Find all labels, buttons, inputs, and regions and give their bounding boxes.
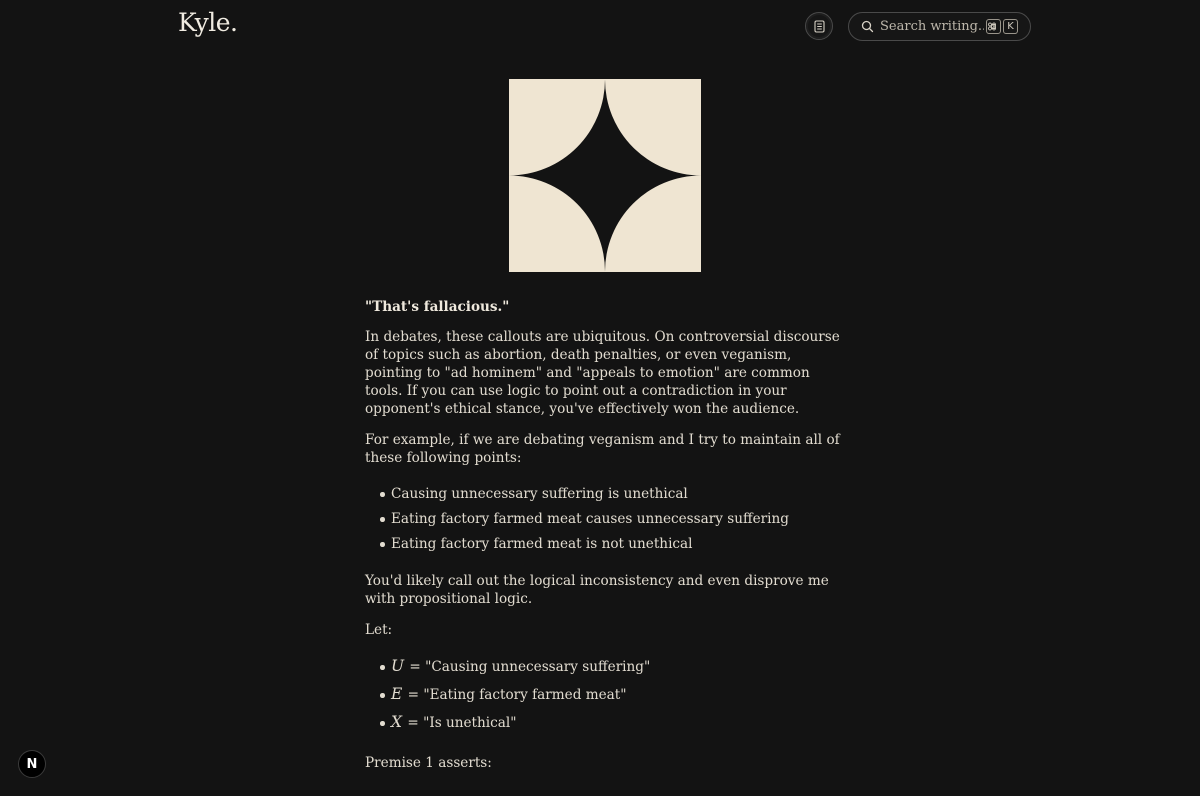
reading-list-button[interactable] (805, 12, 833, 40)
list-item (391, 685, 840, 704)
list-item: Causing unnecessary suffering is unethical (391, 485, 840, 503)
article-body (365, 298, 840, 785)
list-item: Eating factory farmed meat causes unnecessary suffering (391, 510, 840, 528)
variable-symbol: E (391, 685, 403, 703)
four-point-star-icon (509, 79, 701, 272)
book-icon (813, 20, 826, 33)
nextjs-logo-icon[interactable]: N (18, 750, 46, 778)
command-key-icon (986, 19, 1001, 34)
list-item (391, 713, 840, 732)
let-label: Let: (365, 622, 393, 638)
premise-label: Premise 1 asserts: (365, 755, 492, 771)
list-item (391, 657, 840, 676)
variable-definition: = "Eating factory farmed meat" (407, 687, 627, 703)
article-lead: "That's fallacious." (365, 299, 510, 315)
variable-symbol: X (391, 713, 403, 731)
search-input[interactable] (880, 19, 984, 34)
variable-definition: = "Causing unnecessary suffering" (409, 659, 651, 675)
list-item: Eating factory farmed meat is not unethical (391, 535, 840, 553)
shortcut-key-k: K (1003, 19, 1018, 34)
premises-list (365, 485, 840, 553)
article-paragraph: For example, if we are debating veganism and I try to maintain all of these following points: (365, 432, 840, 466)
variable-definition: = "Is unethical" (407, 715, 517, 731)
variable-symbol: U (391, 657, 405, 675)
search-icon (861, 20, 874, 33)
article-paragraph: In debates, these callouts are ubiquitous. On controversial discourse of topics such as abortion, death penalties, or even veganism, pointing to "ad hominem" and "appeals to emotion" are common tools. If you can use logic to point out a contradiction in your opponent's ethical stance, you've effectively won the audience. (365, 329, 840, 417)
search-bar[interactable] (848, 12, 1031, 41)
variables-list (365, 657, 840, 732)
article-paragraph: You'd likely call out the logical inconsistency and even disprove me with propositional logic. (365, 573, 829, 607)
site-logo[interactable]: Kyle. (178, 8, 238, 37)
